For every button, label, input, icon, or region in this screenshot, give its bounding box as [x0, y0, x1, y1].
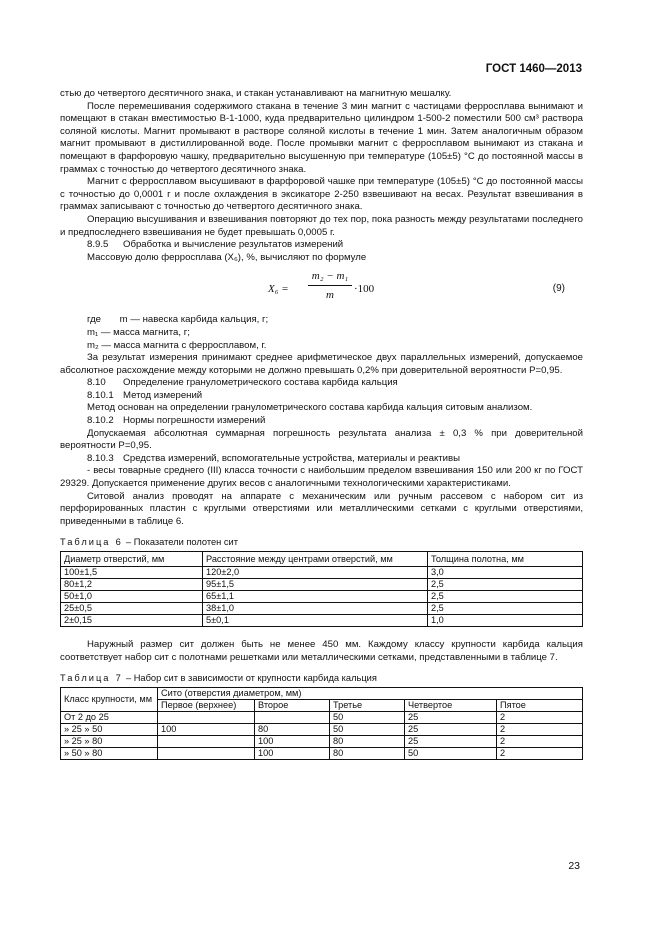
table-cell: 80±1,2	[61, 579, 203, 591]
column-header: Расстояние между центрами отверстий, мм	[203, 552, 428, 567]
section-number: 8.10.2	[87, 415, 114, 427]
section-heading	[60, 390, 583, 403]
table-cell: 25	[405, 711, 497, 723]
table6-caption	[60, 536, 583, 549]
table-cell: 2,5	[428, 579, 583, 591]
table-header-row	[61, 687, 583, 699]
table-cell: 50	[330, 711, 405, 723]
table-cell: 1,0	[428, 615, 583, 627]
table-cell: » 25 » 80	[61, 735, 158, 747]
where-word: где	[87, 314, 102, 326]
outer-size-paragraph: Наружный размер сит должен быть не менее 450 мм. Каждому классу крупности карбида кальция соответствует набор сит с полотнами решетками или металлическими сетками, представленными в таблице 7.	[60, 639, 583, 663]
caption-number: 6	[115, 537, 121, 548]
table-cell: 25	[405, 723, 497, 735]
table-cell: » 25 » 50	[61, 723, 158, 735]
column-header: Пятое	[497, 699, 583, 711]
formula-multiplier: ·100	[354, 283, 375, 296]
where-m2: m₂ — масса магнита с ферросплавом, г.	[87, 339, 267, 351]
section-title: Нормы погрешности измерений	[123, 415, 266, 427]
scales-paragraph: - весы товарные среднего (III) класса точности с наибольшим пределом взвешивания 150 или 200 кг по ГОСТ 29329. Допускается применение других весов с аналогичными технологическими характеристиками.	[60, 465, 583, 490]
section-number: 8.10	[87, 377, 106, 389]
equation-number: (9)	[552, 283, 565, 295]
table-cell: 2±0,15	[61, 615, 203, 627]
error-paragraph: Допускаемая абсолютная суммарная погрешность результата анализа ± 0,3 % при доверительной вероятности Р=0,95.	[60, 427, 583, 452]
table-cell	[158, 747, 255, 759]
page-number: 23	[568, 860, 580, 872]
formula-numerator: m₂ − m₁	[308, 270, 352, 286]
table-row	[61, 747, 583, 759]
table-cell: 50	[330, 723, 405, 735]
table-cell: 120±2,0	[203, 567, 428, 579]
table-row	[61, 591, 583, 603]
table-row	[61, 711, 583, 723]
where-m: m — навеска карбида кальция, г;	[119, 314, 269, 326]
section-number: 8.10.1	[87, 389, 114, 401]
method-paragraph: Метод основан на определении гранулометрического состава карбида кальция ситовым анализом.	[87, 402, 533, 414]
column-header: Четвертое	[405, 699, 497, 711]
table-cell: 65±1,1	[203, 591, 428, 603]
table-cell: 3,0	[428, 567, 583, 579]
column-header: Первое (верхнее)	[158, 699, 255, 711]
table-row	[61, 567, 583, 579]
caption-number: 7	[115, 673, 121, 684]
section-number: 8.9.5	[87, 239, 109, 251]
document-body	[60, 88, 583, 760]
table7-caption	[60, 672, 583, 685]
caption-title: – Показатели полотен сит	[125, 537, 238, 548]
column-header: Второе	[255, 699, 330, 711]
caption-word: Таблица	[60, 673, 111, 684]
table-row	[61, 603, 583, 615]
section-title: Средства измерений, вспомогательные устройства, материалы и реактивы	[123, 452, 460, 464]
section-heading	[60, 453, 583, 466]
table-cell: 25	[405, 735, 497, 747]
table-cell: 95±1,5	[203, 579, 428, 591]
table-cell: 2,5	[428, 603, 583, 615]
table-cell: 2,5	[428, 591, 583, 603]
table-cell: 100±1,5	[61, 567, 203, 579]
table-cell	[158, 711, 255, 723]
table6	[60, 551, 583, 627]
table-cell: 100	[255, 735, 330, 747]
table-cell: 100	[255, 747, 330, 759]
table-cell: 2	[497, 723, 583, 735]
table-header-row	[61, 552, 583, 567]
table7	[60, 687, 583, 760]
column-header: Толщина полотна, мм	[428, 552, 583, 567]
caption-title: – Набор сит в зависимости от крупности карбида кальция	[125, 673, 377, 684]
table-cell: » 50 » 80	[61, 747, 158, 759]
sieve-paragraph: Ситовой анализ проводят на аппарате с механическим или ручным рассевом с набором сит из перфорированных пластин с круглыми отверстиями или металлическими сетками с круглыми отверстиями, приведенными в таблице 6.	[60, 490, 583, 527]
formula-denominator: m	[326, 288, 334, 301]
section-heading	[60, 239, 583, 252]
column-header: Диаметр отверстий, мм	[61, 552, 203, 567]
paragraph: стью до четвертого десятичного знака, и стакан устанавливают на магнитную мешалку.	[60, 88, 452, 99]
table-cell: 50±1,0	[61, 591, 203, 603]
section-heading	[60, 415, 583, 428]
where-line	[60, 314, 583, 327]
table-cell: 80	[255, 723, 330, 735]
caption-word: Таблица	[60, 537, 111, 548]
table-cell: 80	[330, 735, 405, 747]
section-title: Метод измерений	[123, 389, 203, 401]
paragraph: После перемешивания содержимого стакана в течение 3 мин магнит с частицами ферросплава вынимают и помещают в стакан вместимостью В-1-1000, куда предварительно цилиндром 1-500-2 поместили 500 см³ раствора соляной кислоты. Магнит промывают в растворе соляной кислоты в течение 1 мин. Затем аналогичным образом магнит промывают в дистиллированной воде. После промывки магнит с ферросплавом вынимают из стакана и помещают в фарфоровую чашку, предварительно высушенную при температуре (105±5) °С до постоянной массы в граммах с точностью до четвертого десятичного знака.	[60, 100, 583, 175]
result-paragraph: За результат измерения принимают среднее арифметическое двух параллельных измерений, допускаемое абсолютное расхождение между которыми не должно превышать 0,2% при доверительной вероятности Р=0,95.	[60, 352, 583, 376]
table-cell	[255, 711, 330, 723]
table-cell: 2	[497, 747, 583, 759]
where-m1: m₁ — масса магнита, г;	[87, 326, 190, 338]
paragraph: Операцию высушивания и взвешивания повторяют до тех пор, пока разность между результатами последнего и предпоследнего взвешивания не будет превышать 0,0005 г.	[60, 213, 583, 238]
table-cell: 5±0,1	[203, 615, 428, 627]
section-title: Обработка и вычисление результатов измерений	[123, 239, 344, 251]
paragraph: Магнит с ферросплавом высушивают в фарфоровой чашке при температуре (105±5) °С до постоянной массы с точностью до 0,0001 г и после охлаждения в эксикаторе 2-250 взвешивают на весах. Результат взвешивания в граммах записывают с точностью до четвертого десятичного знака.	[60, 176, 583, 213]
standard-header: ГОСТ 1460—2013	[485, 63, 582, 75]
table-cell: 80	[330, 747, 405, 759]
formula-intro: Массовую долю ферросплава (Х₆), %, вычисляют по формуле	[87, 251, 367, 263]
section-number: 8.10.3	[87, 452, 114, 464]
formula	[60, 268, 583, 314]
section-title: Определение гранулометрического состава карбида кальция	[123, 377, 398, 389]
table-row	[61, 723, 583, 735]
section-heading	[60, 377, 583, 390]
table-cell: 25±0,5	[61, 603, 203, 615]
table-cell: 100	[158, 723, 255, 735]
column-group-header: Сито (отверстия диаметром, мм)	[158, 687, 583, 699]
table-row	[61, 615, 583, 627]
formula-fraction	[308, 270, 352, 301]
table-cell: 38±1,0	[203, 603, 428, 615]
table-cell: 50	[405, 747, 497, 759]
table-row	[61, 735, 583, 747]
table-cell: 2	[497, 735, 583, 747]
table-cell: От 2 до 25	[61, 711, 158, 723]
column-header: Класс крупности, мм	[61, 687, 158, 711]
table-cell	[158, 735, 255, 747]
formula-lhs: X₆ =	[268, 283, 289, 296]
table-row	[61, 579, 583, 591]
table-cell: 2	[497, 711, 583, 723]
column-header: Третье	[330, 699, 405, 711]
